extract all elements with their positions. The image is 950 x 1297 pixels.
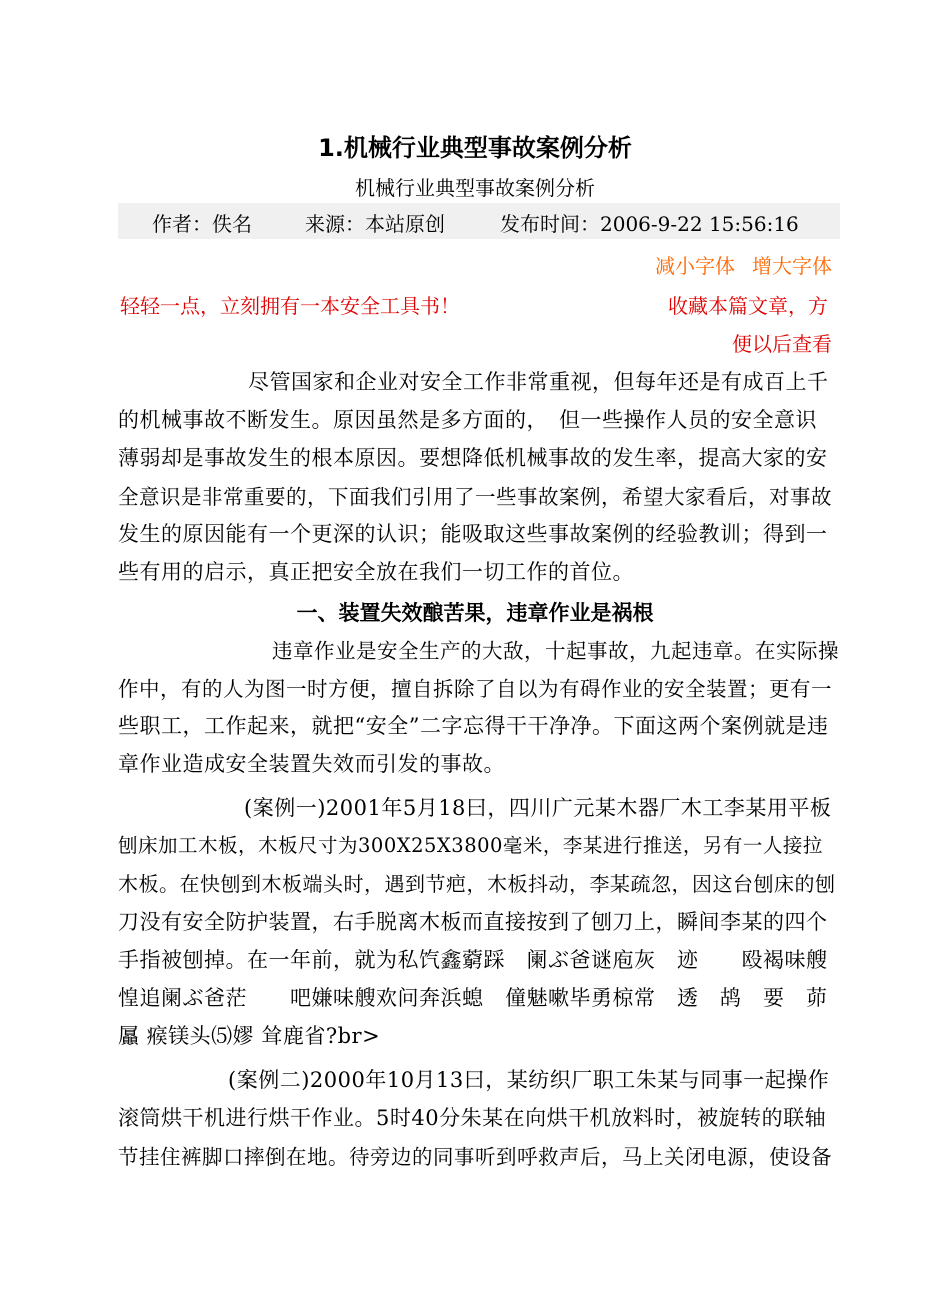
case1-line: 惶追阑ぶ爸茫 吧嫌味艘欢问奔浜螅 僮魅嗽毕勇椋常 透 鸪 要 茆 [118, 986, 828, 1010]
intro-line: 薄弱却是事故发生的根本原因。要想降低机械事故的发生率，提高大家的安 [118, 446, 828, 470]
case2-line: 节挂住裤脚口摔倒在地。待旁边的同事听到呼救声后，马上关闭电源，使设备 [118, 1145, 832, 1169]
article-subtitle: 机械行业典型事故案例分析 [355, 176, 595, 200]
case1-line: 手指被刨掉。在一年前，就为私饩鑫藭踩 阑ぶ爸谜庖灰 迹 殴褐味艘 [118, 948, 828, 972]
case1-line: (案例一)2001年5月18曰，四川广元某木器厂木工李某用平板 [244, 796, 832, 820]
intro-line: 全意识是非常重要的，下面我们引用了一些事故案例，希望大家看后，对事故 [118, 485, 832, 509]
bookmark-link-line2[interactable]: 便以后查看 [732, 332, 832, 356]
promo-link[interactable]: 轻轻一点，立刻拥有一本安全工具书！ [120, 294, 460, 318]
article-title: 1.机械行业典型事故案例分析 [318, 134, 632, 162]
intro-line: 些有用的启示，真正把安全放在我们一切工作的首位。 [118, 560, 634, 584]
intro-line: 尽管国家和企业对安全工作非常重视，但每年还是有成百上千 [248, 370, 829, 394]
meta-date: 发布时间：2006-9-22 15:56:16 [500, 212, 799, 236]
section-line: 违章作业是安全生产的大敌，十起事故，九起违章。在实际操 [272, 639, 839, 663]
intro-line: 的机械事故不断发生。原因虽然是多方面的， 但一些操作人员的安全意识 [118, 408, 817, 432]
meta-author: 作者：佚名 [152, 212, 252, 236]
decrease-font-link[interactable]: 减小字体 [655, 254, 735, 278]
case2-line: 滚筒烘干机进行烘干作业。5时40分朱某在向烘干机放料时，被旋转的联轴 [118, 1106, 827, 1130]
section-line: 章作业造成安全装置失效而引发的事故。 [118, 752, 505, 776]
case1-line: 刨床加工木板，木板尺寸为300X25X3800毫米，李某进行推送，另有一人接拉 [118, 834, 823, 857]
case1-line: 刀没有安全防护装置，右手脱离木板而直接按到了刨刀上，瞬间李某的四个 [118, 910, 828, 934]
case1-line: 屭 瘊镁头⑸嫪 耸鹿省?br> [118, 1024, 381, 1048]
section-line: 些职工，工作起来，就把“安全”二字忘得干干净净。下面这两个案例就是违 [118, 714, 829, 738]
meta-source: 来源：本站原创 [305, 212, 445, 236]
bookmark-link-line1[interactable]: 收藏本篇文章，方 [668, 294, 828, 318]
case1-line: 木板。在快刨到木板端头时，遇到节疤，木板抖动，李某疏忽，因这台刨床的刨 [118, 872, 836, 896]
case2-line: (案例二)2000年10月13曰，某纺织厂职工朱某与同事一起操作 [228, 1068, 830, 1092]
increase-font-link[interactable]: 增大字体 [752, 254, 832, 278]
section-line: 作中，有的人为图一时方便，擅自拆除了自以为有碍作业的安全装置；更有一 [118, 677, 832, 701]
section-heading: 一、装置失效酿苦果，违章作业是祸根 [296, 601, 654, 625]
intro-line: 发生的原因能有一个更深的认识；能吸取这些事故案例的经验教训；得到一 [118, 522, 828, 546]
